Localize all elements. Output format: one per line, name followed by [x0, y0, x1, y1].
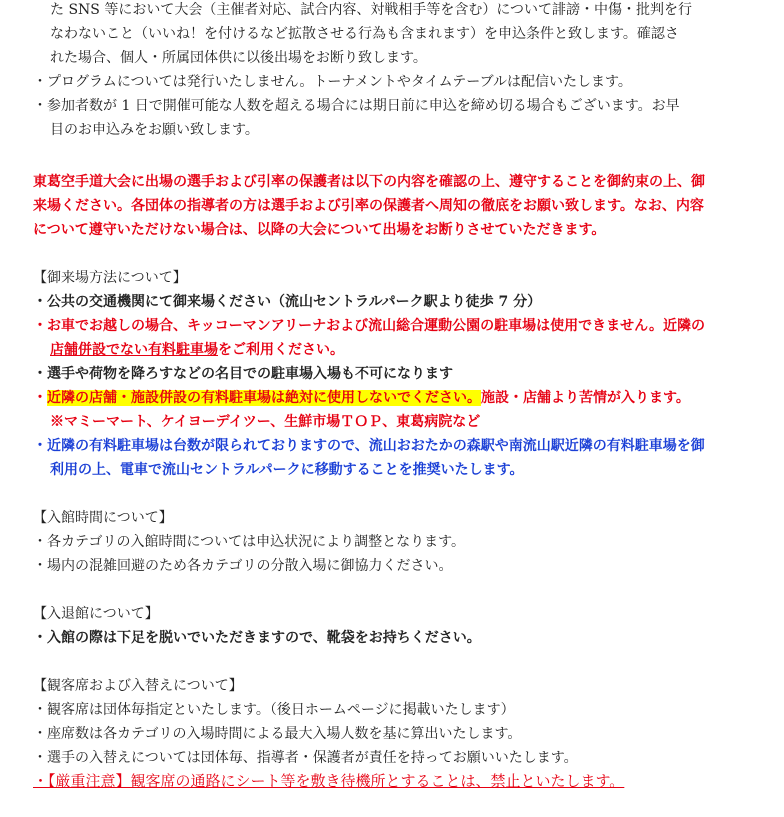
nearby-shops-bullet: ・: [33, 390, 47, 406]
notice-line-2: 来場ください。各団体の指導者の方は選手および引率の保護者へ周知の徹底をお願い致します。なお、内容: [33, 198, 704, 214]
seats-heading: 【観客席および入替えについて】: [33, 678, 243, 694]
seats-item-rotation: ・選手の入替えについては団体毎、指導者・保護者が責任を持ってお願いいたします。: [33, 750, 578, 766]
entry-item-staggered: ・場内の混雑回避のため各カテゴリの分散入場に御協力ください。: [33, 558, 453, 574]
access-item-nearby-shops: [33, 388, 690, 408]
exit-item-shoes: ・入館の際は下足を脱いでいただきますので、靴袋をお持ちください。: [33, 630, 481, 646]
paid-parking-underline: 店舗併設でない有料駐車場: [50, 342, 218, 358]
entry-item-time: ・各カテゴリの入館時間については申込状況により調整となります。: [33, 534, 466, 550]
notice-line-1: 東葛空手道大会に出場の選手および引率の保護者は以下の内容を確認の上、遵守することを御約束の上、御: [33, 174, 705, 190]
access-item-dropoff: ・選手や荷物を降ろすなどの名目での駐車場入場も不可になります: [33, 366, 453, 382]
access-item-car: ・お車でお越しの場合、キッコーマンアリーナおよび流山総合運動公園の駐車場は使用できません。近隣の: [33, 318, 705, 334]
access-item-recommend: ・近隣の有料駐車場は台数が限られておりますので、流山おおたかの森駅や南流山駅近隣の有料駐車場を御: [33, 438, 705, 454]
paid-parking-rest: をご利用ください。: [218, 342, 344, 358]
access-heading: 【御来場方法について】: [33, 270, 187, 286]
seats-item-warning: ・【厳重注意】観客席の通路にシート等を敷き待機所とすることは、禁止といたします。: [33, 772, 625, 790]
intro-bullet-capacity: ・参加者数が 1 日で開催可能な人数を超える場合には期日前に申込を締め切る場合もございます。お早: [33, 98, 680, 114]
access-item-transit: ・公共の交通機関にて御来場ください（流山セントラルパーク駅より徒歩 7 分）: [33, 294, 542, 310]
seats-item-capacity: ・座席数は各カテゴリの入場時間による最大入場人数を基に算出いたします。: [33, 726, 522, 742]
intro-line-2: なわないこと（いいね！を付けるなど拡散させる行為も含まれます）を申込条件と致します。確認さ: [50, 26, 679, 42]
access-item-recommend-cont: 利用の上、電車で流山セントラルパークに移動することを推奨いたします。: [50, 462, 524, 478]
notice-line-3: について遵守いただけない場合は、以降の大会について出場をお断りさせていただきます。: [33, 222, 606, 238]
nearby-shops-rest: 施設・店舗より苦情が入ります。: [481, 390, 690, 406]
seats-item-assigned: ・観客席は団体毎指定といたします。（後日ホームページに掲載いたします）: [33, 702, 515, 718]
intro-bullet-capacity-cont: 目のお申込みをお願い致します。: [50, 122, 259, 138]
access-item-car-cont: [50, 340, 344, 360]
intro-line-3: れた場合、個人・所属団体供に以後出場をお断り致します。: [50, 50, 427, 66]
intro-line-1: た SNS 等において大会（主催者対応、試合内容、対戦相手等を含む）について誹謗・中傷・批判を行: [50, 2, 693, 18]
entry-heading: 【入館時間について】: [33, 510, 173, 526]
exit-heading: 【入退館について】: [33, 606, 159, 622]
intro-bullet-program: ・プログラムについては発行いたしません。トーナメントやタイムテーブルは配信いたします。: [33, 74, 632, 90]
nearby-shops-highlight: 近隣の店舗・施設併設の有料駐車場は絶対に使用しないでください。: [47, 390, 481, 406]
access-item-shop-list: ※マミーマート、ケイヨーデイツー、生鮮市場ＴＯＰ、東葛病院など: [50, 414, 481, 430]
